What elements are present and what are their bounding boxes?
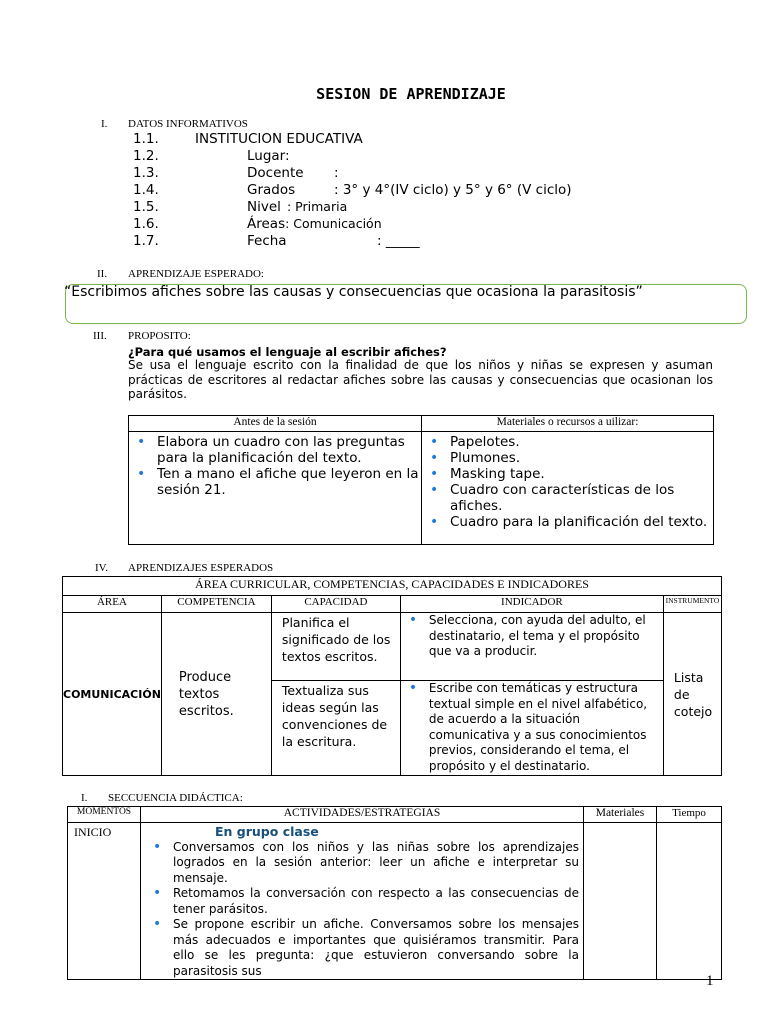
section3-label: PROPOSITO: [128,330,191,342]
info-row-number: 1.2. [133,148,159,164]
actividades-header: ACTIVIDADES/ESTRATEGIAS [141,807,584,823]
didactic-sequence-table [67,806,722,980]
section2-number: II. [97,268,108,280]
material-item: • Cuadro para la planificación del texto. [422,514,713,530]
materials-cell [422,432,714,545]
info-row-label: Docente [247,165,304,181]
info-row-label: Grados [247,182,296,198]
section4-number: IV. [95,562,108,574]
capacidad-cell: Textualiza sus ideas según las convenciones de la escritura. [271,681,400,776]
indicador-cell [400,681,663,776]
info-row-value: : _____ [377,233,420,249]
indicador-item: • Selecciona, con ayuda del adulto, el destinatario, el tema y el propósito que va a producir. [401,613,659,660]
section3-number: III. [93,330,107,342]
area-cell: COMUNICACIÓN [63,613,162,776]
info-row [133,216,382,233]
before-item: • Ten a mano el afiche que leyeron en la sesión 21. [129,466,421,498]
info-row-label: Nivel [247,199,281,215]
section1-label: DATOS INFORMATIVOS [128,118,248,130]
activity-item: • Retomamos la conversación con respecto a las consecuencias de tener parásitos. [145,886,579,917]
page-title: SESION DE APRENDIZAJE [316,85,506,103]
info-row [133,182,572,199]
activity-item: • Conversamos con los niños y las niñas sobre los aprendizajes logrados en la sesión anterior: leer un afiche e interpretar su mensaje. [145,840,579,887]
info-row-value: : 3° y 4°(IV ciclo) y 5° y 6° (V ciclo) [334,182,572,198]
activities-cell [141,823,584,980]
indicador-header: INDICADOR [400,596,663,613]
group-label: En grupo clase [215,824,319,839]
capacidad-cell: Planifica el significado de los textos escritos. [271,613,400,681]
time-empty-cell [657,823,722,980]
info-row-value: : [334,165,339,181]
info-row-label: Lugar: [247,148,290,164]
info-row-value: : Comunicación [285,216,382,231]
info-row-label: INSTITUCION EDUCATIVA [195,131,363,147]
before-item: • Elabora un cuadro con las preguntas para la planificación del texto. [129,434,421,466]
section4-label: APRENDIZAJES ESPERADOS [128,562,274,574]
instrumento-header: INSTRUMENTO [663,596,721,613]
purpose-paragraph: Se usa el lenguaje escrito con la finalidad de que los niños y niñas se expresen y asuman prácticas de escritores al redactar afiches sobre las causas y consecuencias que ocasionan los parásitos. [128,358,713,401]
info-row [133,199,347,216]
info-row-number: 1.4. [133,182,159,198]
material-item: • Cuadro con características de los afiches. [422,482,713,514]
info-row-number: 1.1. [133,131,159,147]
tiempo-header: Tiempo [657,807,722,823]
resources-table [128,415,714,545]
material-item: • Papelotes. [422,434,713,450]
before-session-header: Antes de la sesión [129,416,422,432]
info-row [133,131,363,148]
info-row-label: Áreas [247,216,286,232]
info-row [133,148,290,165]
competencies-table-title: ÁREA CURRICULAR, COMPETENCIAS, CAPACIDADES E INDICADORES [63,577,722,596]
info-row-number: 1.6. [133,216,159,232]
before-session-cell [129,432,422,545]
info-row [133,233,420,250]
expected-learning-text: “Escribimos afiches sobre las causas y consecuencias que ocasiona la parasitosis” [64,284,643,300]
info-row-number: 1.3. [133,165,159,181]
section2-label: APRENDIZAJE ESPERADO: [128,268,264,280]
section1-number: I. [101,118,108,130]
indicador-cell [400,613,663,681]
momentos-header: MOMENTOS [68,807,141,823]
section5-label: SECCUENCIA DIDÁCTICA: [108,792,243,804]
info-row-value: : Primaria [287,199,348,214]
indicador-item: • Escribe con temáticas y estructura textual simple en el nivel alfabético, de acuerdo a la situación comunicativa y a sus conocimientos previos, considerando el tema, el propósito y el destinatario. [401,681,659,774]
info-row [133,165,339,182]
info-row-number: 1.7. [133,233,159,249]
material-item: • Masking tape. [422,466,713,482]
competencia-header: COMPETENCIA [161,596,271,613]
materiales-header: Materiales [584,807,657,823]
competencia-cell: Produce textos escritos. [161,613,271,776]
materials-header: Materiales o recursos a uilizar: [422,416,714,432]
activity-item: • Se propone escribir un afiche. Conversamos sobre los mensajes más adecuados e importantes que quisiéramos transmitir. Para ello se les pregunta: ¿que estuvieron conversando sobre la parasitosis sus [145,917,579,979]
page-number: 1 [706,973,714,989]
material-item: • Plumones. [422,450,713,466]
section5-number: I. [81,792,88,804]
info-row-label: Fecha [247,233,287,249]
capacidad-header: CAPACIDAD [271,596,400,613]
moment-cell: INICIO [68,823,141,980]
instrumento-cell: Lista de cotejo [663,613,721,776]
purpose-question: ¿Para qué usamos el lenguaje al escribir afiches? [128,345,447,359]
competencies-table [62,576,722,776]
area-header: ÁREA [63,596,162,613]
info-row-number: 1.5. [133,199,159,215]
materials-empty-cell [584,823,657,980]
